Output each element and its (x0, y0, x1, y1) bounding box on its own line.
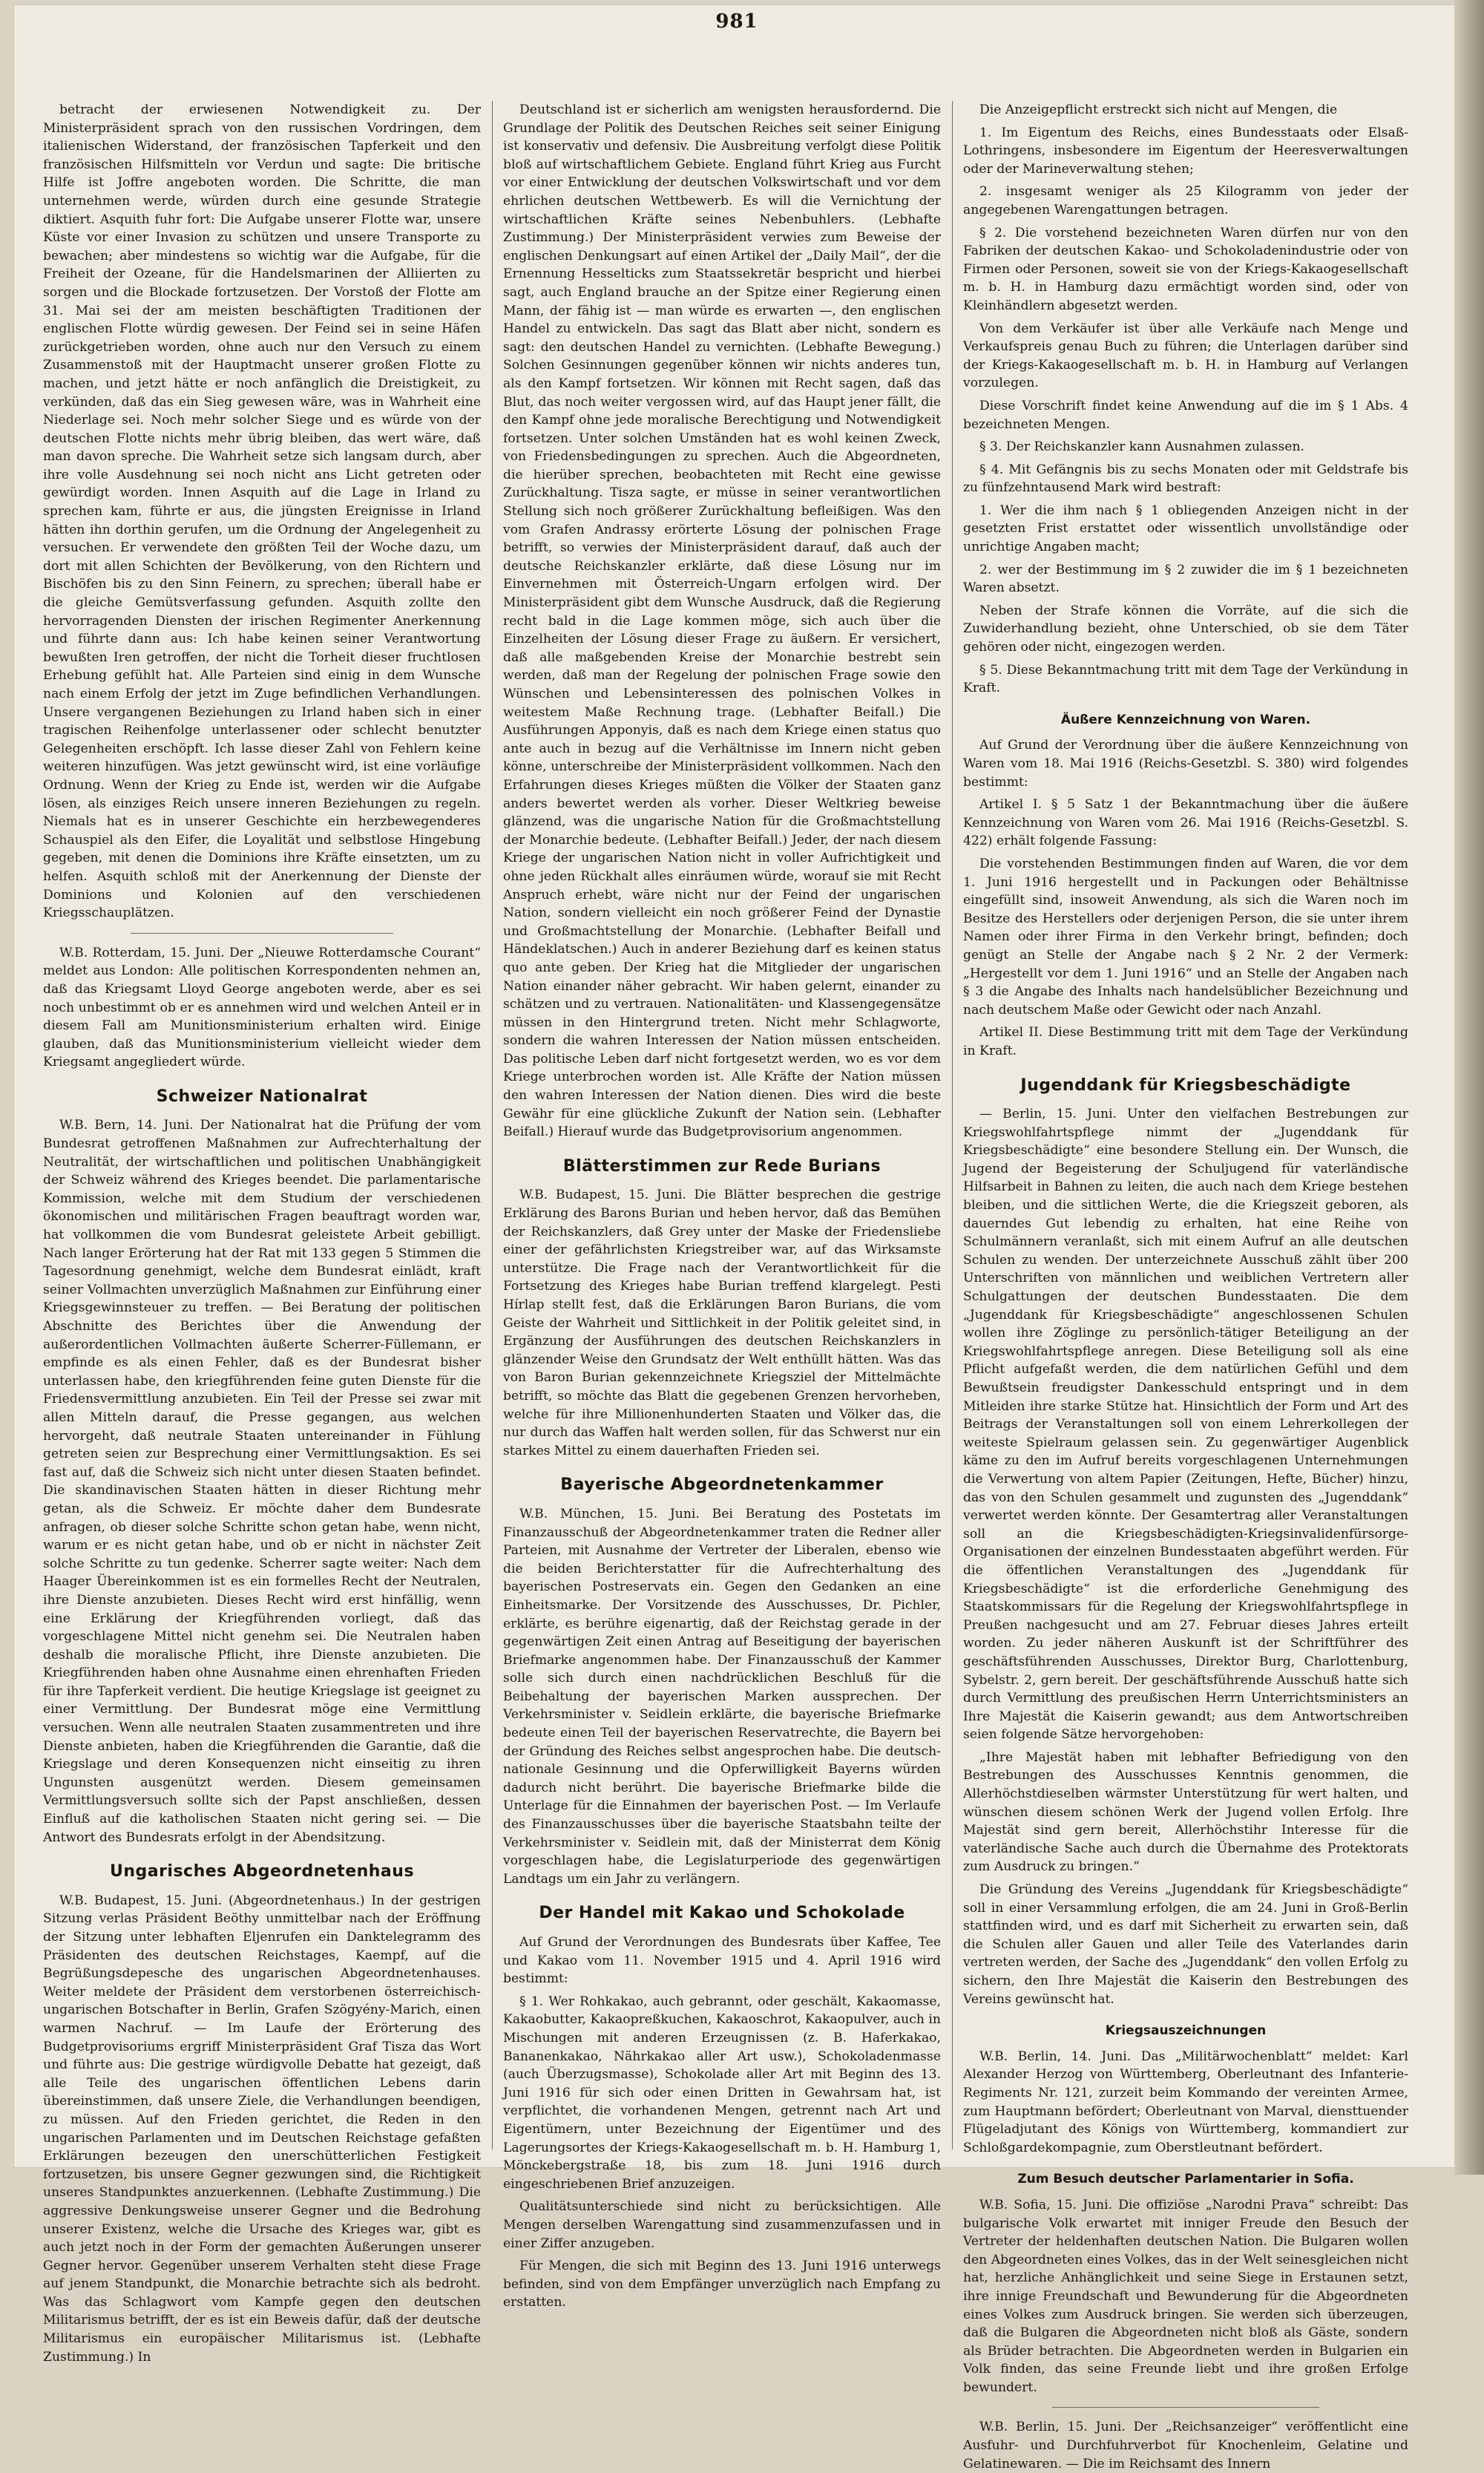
page-edge-shadow (1454, 0, 1484, 2175)
article-paragraph: § 5. Diese Bekanntmachung tritt mit dem Tage der Verkündung in Kraft. (963, 662, 1408, 696)
article-paragraph: Qualitätsunterschiede sind nicht zu berücksichtigen. Alle Mengen derselben Warengattung sind zusammenzufassen und in einer Ziffer anzugeben. (503, 2199, 941, 2251)
heading-besuch-sofia: Zum Besuch deutscher Parlamentarier in Sofia. (1017, 2172, 1354, 2187)
article-paragraph: 1. Im Eigentum des Reichs, eines Bundesstaats oder Elsaß-Lothringens, insbesondere im Eigentum der Heeresverwaltungen oder der Marineverwaltung stehen; (963, 125, 1408, 177)
article-paragraph: 2. insgesamt weniger als 25 Kilogramm von jeder der angegebenen Warengattungen betragen. (963, 184, 1408, 217)
article-paragraph: Neben der Strafe können die Vorräte, auf die sich die Zuwiderhandlung bezieht, ohne Unterschied, ob sie dem Täter gehören oder nicht, eingezogen werden. (963, 603, 1408, 655)
heading-bayerische-abgeordnetenkammer: Bayerische Abgeordnetenkammer (560, 1475, 884, 1495)
article-paragraph: 2. wer der Bestimmung im § 2 zuwider die im § 1 bezeichneten Waren absetzt. (963, 562, 1408, 596)
article-paragraph: betracht der erwiesenen Notwendigkeit zu. Der Ministerpräsident sprach von den russischen Vordringen, dem italienischen Widerstand, der französischen Tapferkeit und den französischen Hilfsmitteln vor Verdun und sagte: Die britische Hilfe ist Joffre angeboten worden. Die Schritte, die man unternehmen werde, würden durch eine gesunde Strategie diktiert. Asquith fuhr fort: Die Aufgabe unserer Flotte war, unsere Küste vor einer Invasion zu schützen und unsere Transporte zu bewachen; aber mindestens so wichtig war die Aufgabe, für die Freiheit der Ozeane, für die Handelsmarinen der Alliierten zu sorgen und die Blockade fortzusetzen. Der Vorstoß der Flotte am 31. Mai sei der am meisten beschäftigten Traditionen der englischen Flotte würdig gewesen. Der Feind sei in seine Häfen zurückgetrieben worden, ohne auch nur den Versuch zu einem Zusammenstoß mit der Hauptmacht unserer großen Flotte zu machen, und jetzt hätte er noch anfänglich die Dreistigkeit, zu verkünden, daß das ein Sieg gewesen wäre, was in Wahrheit eine Niederlage sei. Noch mehr solcher Siege und es würde von der deutschen Flotte nichts mehr übrig bleiben, das wert wäre, daß man davon spreche. Die Wahrheit setze sich langsam durch, aber ihre volle Ausdehnung sei noch nicht ans Licht getreten oder gewürdigt worden. Innen Asquith auf die Lage in Irland zu sprechen kam, führte er aus, die jüngsten Ereignisse in Irland hätten ihn dorthin gerufen, um die Ordnung der Angelegenheit zu versuchen. Er verwendete den größten Teil der Woche dazu, um dort mit allen Schichten der Bevölkerung, von den Richtern und Bischöfen bis zu den Sinn Feinern, zu sprechen; überall habe er die gleiche Gemütsverfassung gefunden. Asquith zollte den hervorragenden Diensten der irischen Regimenter Anerkennung und führte dann aus: Ich habe keinen seiner Verantwortung bewußten Iren getroffen, der nicht die Torheit dieser fruchtlosen Erhebung gefühlt hat. Alle Parteien sind einig in dem Wunsche nach einem Erfolg der jetzt im Zuge befindlichen Verhandlungen. Unsere vergangenen Beziehungen zu Irland haben sich in einer tragischen Reihenfolge unterlassener oder schlecht benutzter Gelegenheiten erschöpft. Ich lasse dieser Zahl von Fehlern keine weiteren hinzufügen. Was jetzt gewünscht wird, ist eine vorläufige Ordnung. Wenn der Krieg zu Ende ist, werden wir die Aufgabe lösen, als einziges Reich unsere inneren Beziehungen zu regeln. Niemals hat es in unserer Geschichte ein herzbewegenderes Schauspiel als den Eifer, die Loyalität und selbstlose Hingebung gegeben, mit denen die Dominions ihre Kräfte einsetzten, um zu helfen. Asquith schloß mit der Anerkennung der Dienste der Dominions und Kolonien auf den verschiedenen Kriegsschauplätzen. (43, 102, 481, 921)
article-paragraph: § 1. Wer Rohkakao, auch gebrannt, oder geschält, Kakaomasse, Kakaobutter, Kakaopreßkuchen, Kakaoschrot, Kakaopulver, auch in Mischungen mit anderen Erzeugnissen (z. B. Haferkakao, Bananenkakao, Nährkakao aller Art usw.), Schokoladenmasse (auch Überzugsmasse), Schokolade aller Art mit Beginn des 13. Juni 1916 für sich oder einen Dritten in Gewahrsam hat, ist verpflichtet, die vorhandenen Mengen, getrennt nach Art und Eigentümern, unter Bezeichnung der Eigentümer und des Lagerungsortes der Kriegs-Kakaogesellschaft m. b. H. Hamburg 1, Mönckebergstraße 18, bis zum 18. Juni 1916 durch eingeschriebenen Brief anzuzeigen. (503, 1994, 941, 2192)
article-paragraph: Die Gründung des Vereins „Jugenddank für Kriegsbeschädigte“ soll in einer Versammlung erfolgen, die am 24. Juni in Groß-Berlin stattfinden wird, und es darf mit Sicherheit zu erwarten sein, daß die Schulen aller Gauen und aller Teile des Vaterlandes darin vertreten werden, der Sache des „Jugenddank“ den vollen Erfolg zu sichern, den Ihre Majestät die Kaiserin den Bestrebungen des Vereins gewünscht hat. (963, 1882, 1408, 2007)
article-paragraph: Auf Grund der Verordnungen des Bundesrats über Kaffee, Tee und Kakao vom 11. November 1915 und 4. April 1916 wird bestimmt: (503, 1935, 941, 1987)
heading-kriegsauszeichnungen: Kriegsauszeichnungen (1105, 2023, 1267, 2039)
column-divider (492, 101, 493, 2149)
heading-ungarisches-abgeordnetenhaus: Ungarisches Abgeordnetenhaus (109, 1862, 415, 1881)
article-paragraph: W.B. Berlin, 14. Juni. Das „Militärwochenblatt“ meldet: Karl Alexander Herzog von Württemberg, Oberleutnant des Infanterie-Regiments Nr. 121, zurzeit beim Kommando der vereinten Armee, zum Hauptmann befördert; Oberleutnant von Marval, diensttuender Flügeladjutant des Königs von Württemberg, kommandiert zur Schloßgardekompagnie, zum Oberstleutnant befördert. (963, 2048, 1408, 2155)
article-paragraph: — Berlin, 15. Juni. Unter den vielfachen Bestrebungen zur Kriegswohlfahrtspflege nimmt der „Jugenddank für Kriegsbeschädigte“ eine besondere Stellung ein. Der Wunsch, die Jugend der Begeisterung der Schuljugend für vaterländische Hilfsarbeit in Bahnen zu leiten, die auch nach dem Kriege bestehen bleiben, und die sittlichen Werte, die die Kriegszeit geboren, als dauerndes Gut lebendig zu erhalten, hat eine Reihe von Schulmännern veranlaßt, sich mit einem Aufruf an alle deutschen Schulen zu wenden. Der unterzeichnete Ausschuß zählt über 200 Unterschriften von männlichen und weiblichen Vertretern aller Schulgattungen der deutschen Bundesstaaten. Die dem „Jugenddank für Kriegsbeschädigte“ angeschlossenen Schulen wollen ihre Zöglinge zu persönlich-tätiger Beteiligung an der Kriegswohlfahrtspflege anregen. Diese Beteiligung soll als eine Pflicht aufgefaßt werden, die dem natürlichen Gefühl und dem Bewußtsein freudigster Dankesschuld entspringt und in dem Mitleiden ihre starke Stütze hat. Hinsichtlich der Form und Art des Beitrags der Veranstaltungen soll von einem Lehrerkollegen der weiteste Spielraum gelassen sein. Zu gegenwärtiger Augenblick käme zu den im Aufruf bereits vorgeschlagenen Unternehmungen die Verwertung von altem Papier (Zeitungen, Hefte, Bücher) hinzu, das von den Schulen gesammelt und zugunsten des „Jugenddank“ verwertet werden könnte. Der Gesamtertrag aller Veranstaltungen soll an die Kriegsbeschädigten-Kriegsinvalidenfürsorge-Organisationen der einzelnen Bundesstaaten abgeführt werden. Für die öffentlichen Veranstaltungen des „Jugenddank für Kriegsbeschädigte“ ist die erforderliche Genehmigung des Staatskommissars für die Regelung der Kriegswohlfahrtspflege in Preußen nachgesucht und am 27. Februar dieses Jahres erteilt worden. Zu jeder näheren Auskunft ist der Schriftführer des geschäftsführenden Ausschusses, Direktor Burg, Charlottenburg, Sybelstr. 2, gern bereit. Der geschäftsführende Ausschuß hatte sich durch Vermittlung des preußischen Herrn Unterrichtsministers an Ihre Majestät die Kaiserin gewandt; aus dem Antwortschreiben seien folgende Sätze hervorgehoben: (963, 1107, 1408, 1743)
heading-jugenddank: Jugenddank für Kriegsbeschädigte (1020, 1075, 1351, 1095)
column-3 (963, 101, 1408, 2472)
article-paragraph: W.B. Berlin, 15. Juni. Der „Reichsanzeiger“ veröffentlicht eine Ausfuhr- und Durchfuhrverbot für Knochenleim, Gelatine und Gelatinewaren. — Die im Reichsamt des Innern (963, 2420, 1408, 2472)
article-paragraph: Artikel II. Diese Bestimmung tritt mit dem Tage der Verkündung in Kraft. (963, 1025, 1408, 1058)
article-paragraph: W.B. Bern, 14. Juni. Der Nationalrat hat die Prüfung der vom Bundesrat getroffenen Maßnahmen zur Aufrechterhaltung der Neutralität, der wirtschaftlichen und politischen Unabhängigkeit der Schweiz während des Krieges beendet. Die parlamentarische Kommission, welche mit dem Studium der verschiedenen ökonomischen und militärischen Fragen beauftragt worden war, hat vollkommen die vom Bundesrat geleistete Arbeit gebilligt. Nach langer Erörterung hat der Rat mit 133 gegen 5 Stimmen die Tagesordnung genehmigt, welche dem Bundesrat einlädt, kraft seiner Vollmachten unverzüglich Maßnahmen zur Einführung einer Kriegsgewinnsteuer zu treffen. — Bei Beratung der politischen Abschnitte des Berichtes über die Anwendung der außerordentlichen Vollmachten äußerte Scherrer-Füllemann, er empfinde es als einen Fehler, daß es der Bundesrat bisher unterlassen habe, den kriegführenden feine guten Dienste für die Friedensvermittlung anzubieten. Ein Teil der Presse sei zwar mit allen Mitteln darauf, die Presse gegangen, aus welchen hervorgeht, daß neutrale Staaten untereinander in Fühlung getreten seien zur Besprechung einer Vermittlungsaktion. Es sei fast auf, daß die Schweiz sich nicht unter diesen Staaten befindet. Die skandinavischen Staaten hätten in dieser Richtung mehr getan, als die Schweiz. Er möchte daher dem Bundesrate anfragen, ob dieser solche Schritte schon getan habe, wenn nicht, warum er es nicht getan habe, und ob er nicht in nächster Zeit solche Schritte zu tun gedenke. Scherrer sagte weiter: Nach dem Haager Übereinkommen ist es ein formelles Recht der Neutralen, ihre Dienste anzubieten. Dieses Recht wird erst hinfällig, wenn eine Erklärung der Kriegführenden vorliegt, daß das vorgeschlagene Mittel nicht genehm sei. Die Neutralen haben deshalb die moralische Pflicht, ihre Dienste anzubieten. Die Kriegführenden haben ohne Ausnahme einen ehrenhaften Frieden für ihre Tapferkeit verdient. Die heutige Kriegslage ist geeignet zu einer Vermittlung. Der Bundesrat möge eine Vermittlung versuchen. Wenn alle neutralen Staaten zusammentreten und ihre Dienste anbieten, haben die Kriegführenden die Garantie, daß die Kriegslage und deren Konsequenzen nicht einseitig zu ihren Ungunsten ausgenützt werden. Diesem gemeinsamen Vermittlungsversuch sollte sich der Papst anschließen, dessen Einfluß auf die katholischen Staaten nicht gering sei. — Die Antwort des Bundesrats erfolgt in der Abendsitzung. (43, 1118, 481, 1845)
article-paragraph: § 2. Die vorstehend bezeichneten Waren dürfen nur von den Fabriken der deutschen Kakao- und Schokoladenindustrie oder von Firmen oder Personen, soweit sie von der Kriegs-Kakaogesellschaft m. b. H. in Hamburg dazu ermächtigt worden sind, oder von Kleinhändlern abgesetzt werden. (963, 225, 1408, 313)
article-paragraph: Deutschland ist er sicherlich am wenigsten herausfordernd. Die Grundlage der Politik des Deutschen Reiches seit seiner Einigung ist konservativ und defensiv. Die Ausbreitung verfolgt diese Politik bloß auf wirtschaftlichem Gebiete. England führt Krieg aus Furcht vor einer Entwicklung der deutschen Volkswirtschaft und vor dem ehrlichen deutschen Wettbewerb. Es will die Vernichtung der wirtschaftlichen Kräfte seines Nebenbuhlers. (Lebhafte Zustimmung.) Der Ministerpräsident verwies zum Beweise der englischen Denkungsart auf einen Artikel der „Daily Mail“, der die Ernennung Hesselticks zum Staatssekretär bespricht und hierbei sagt, auch England brauche an der Spitze einer Regierung einen Mann, der fähig ist — man würde es erwarten —, den englischen Handel zu entwickeln. Das sagt das Blatt aber nicht, sondern es sagt: den deutschen Handel zu vernichten. (Lebhafte Bewegung.) Solchen Gesinnungen gegenüber können wir nichts anderes tun, als den Kampf fortsetzen. Wir können mit Recht sagen, daß das Blut, das noch weiter vergossen wird, auf das Haupt jener fällt, die den Kampf ohne jede moralische Berechtigung und Notwendigkeit fortsetzen. Unter solchen Umständen hat es wohl keinen Zweck, von Friedensbedingungen zu sprechen. Auch die Abgeordneten, die hierüber sprechen, beobachteten mit Recht eine gewisse Zurückhaltung. Tisza sagte, er müsse in seiner verantwortlichen Stellung sich noch größerer Zurückhaltung befleißigen. Was den vom Grafen Andrassy erörterte Lösung der polnischen Frage betrifft, so verwies der Ministerpräsident darauf, daß auch der deutsche Reichskanzler erklärte, daß diese Lösung nur im Einvernehmen mit Österreich-Ungarn erfolgen wird. Der Ministerpräsident gibt dem Wunsche Ausdruck, daß die Regierung recht bald in die Lage kommen möge, sich auch über die Einzelheiten der Lösung dieser Frage zu äußern. Er versichert, daß alle maßgebenden Kreise der Monarchie bestrebt sein werden, daß man der Regelung der polnischen Frage sowie den Wünschen und Lebensinteressen des polnischen Volkes in weitestem Maße Rechnung trage. (Lebhafter Beifall.) Die Ausführungen Apponyis, daß es nach dem Kriege einen status quo ante auch in bezug auf die Verhältnisse im Innern nicht geben könne, unterschreibe der Ministerpräsident vollkommen. Nach den Erfahrungen dieses Krieges müßten die Völker der Staaten ganz anders bewertet werden als vorher. Dieser Weltkrieg beweise glänzend, was die ungarische Nation für die Großmachtstellung der Monarchie bedeute. (Lebhafter Beifall.) Jeder, der nach diesem Kriege der ungarischen Nation nicht in voller Aufrichtigkeit und ohne jeden Rückhalt alles einräumen würde, worauf sie mit Recht Anspruch erhebt, wäre nicht nur der Feind der ungarischen Nation, sondern vielleicht ein noch größerer Feind der Dynastie und Großmachtstellung der Monarchie. (Lebhafter Beifall und Händeklatschen.) Auch in anderer Beziehung darf es keinen status quo ante geben. Der Krieg hat die Mitglieder der ungarischen Nation einander näher gebracht. Wir haben gelernt, einander zu schätzen und zu vertrauen. Nationalitäten- und Klassengegensätze müssen in den Hintergrund treten. Nicht mehr Schlagworte, sondern die wahren Interessen der Nation müssen entscheiden. Das politische Leben darf nicht fortgesetzt werden, wo es vor dem Kriege unterbrochen worden ist. Alle Kräfte der Nation müssen den wahren Interessen der Nation dienen. Dies wird die beste Gewähr für eine glückliche Zukunft der Nation sein. (Lebhafter Beifall.) Hierauf wurde das Budgetprovisorium angenommen. (503, 102, 941, 1140)
article-paragraph: W.B. Sofia, 15. Juni. Die offiziöse „Narodni Prava“ schreibt: Das bulgarische Volk erwartet mit inniger Freude den Besuch der Vertreter der heldenhaften deutschen Nation. Die Bulgaren wollen den Abgeordneten eines Volkes, das in der Welt seinesgleichen nicht hat, herzliche Anhänglichkeit und seine Siege in Erstaunen setzt, ihre innige Freundschaft und Bewunderung für die Abgeordneten eines Volkes zum Ausdruck bringen. Sie werden sich überzeugen, daß die Bulgaren die Abgeordneten nicht bloß als Gäste, sondern als Brüder betrachten. Die Abgeordneten werden in Bulgarien ein Volk finden, das seine Freunde liebt und ihre großen Erfolge bewundert. (963, 2197, 1408, 2395)
article-paragraph: Die vorstehenden Bestimmungen finden auf Waren, die vor dem 1. Juni 1916 hergestellt und in Packungen oder Behältnisse eingefüllt sind, insoweit Anwendung, als sich die Waren noch im Besitze des Herstellers oder derjenigen Person, die sie unter ihrem Namen oder ihrer Firma in den Verkehr bringt, befinden; doch genügt an Stelle der Angabe nach § 2 Nr. 2 der Vermerk: „Hergestellt vor dem 1. Juni 1916“ und an Stelle der Angaben nach § 3 die Angabe des Inhalts nach handelsüblicher Bezeichnung und nach deutschem Maße oder Gewicht oder nach Anzahl. (963, 856, 1408, 1018)
heading-blaetterstimmen: Blätterstimmen zur Rede Burians (562, 1156, 881, 1176)
article-paragraph: Auf Grund der Verordnung über die äußere Kennzeichnung von Waren vom 18. Mai 1916 (Reichs-Gesetzbl. S. 380) wird folgendes bestimmt: (963, 738, 1408, 790)
article-paragraph: W.B. Budapest, 15. Juni. (Abgeordnetenhaus.) In der gestrigen Sitzung verlas Präsident Beöthy unmittelbar nach der Eröffnung der Sitzung unter lebhaften Eljenrufen ein Danktelegramm des Präsidenten des deutschen Reichstages, Kaempf, auf die Begrüßungsdepesche des ungarischen Abgeordnetenhauses. Weiter meldete der Präsident dem verstorbenen österreichisch-ungarischen Botschafter in Berlin, Grafen Szögyény-Marich, einen warmen Nachruf. — Im Laufe der Erörterung des Budgetprovisoriums ergriff Ministerpräsident Graf Tisza das Wort und führte aus: Die gestrige würdigvolle Debatte hat gezeigt, daß alle Teile des ungarischen öffentlichen Lebens darin übereinstimmen, daß unsere Ziele, die Verhandlungen beendigen, zu müssen. Auf den Frieden gerichtet, die Reden in den ungarischen Parlamenten und im Deutschen Reichstage gefaßten Erklärungen bezeugen den unerschütterlichen Festigkeit fortzusetzen, bis unsere Gegner gezwungen sind, die Richtigkeit unseres Standpunktes anzuerkennen. (Lebhafte Zustimmung.) Die aggressive Denkungsweise unserer Gegner und die Bedrohung unserer Existenz, welche die Ursache des Krieges war, gibt es auch jetzt noch in der Form der gemachten Äußerungen unserer Gegner hervor. Gegenüber unserem Verhalten steht diese Frage auf jenem Standpunkt, die Monarchie betrachte sich als bedroht. Was das Schlagwort vom Kampfe gegen den deutschen Militarismus betrifft, der es ist ein Beweis dafür, daß der deutsche Militarismus ein europäischer Militarismus ist. (Lebhafte Zustimmung.) In (43, 1893, 481, 2365)
heading-handel-kakao: Der Handel mit Kakao und Schokolade (539, 1904, 905, 1923)
page-number: 981 (715, 10, 758, 33)
article-paragraph: W.B. München, 15. Juni. Bei Beratung des Postetats im Finanzausschuß der Abgeordnetenkammer traten die Redner aller Parteien, mit Ausnahme der Vertreter der Liberalen, ebenso wie die beiden Berichterstatter für die Aufrechterhaltung des bayerischen Postreservats ein. Gegen den Gedanken an eine Einheitsmarke. Der Vorsitzende des Ausschusses, Dr. Pichler, erklärte, es berühre eigenartig, daß der Reichstag gerade in der gegenwärtigen Zeit einen Antrag auf Beseitigung der bayerischen Briefmarke angenommen habe. Der Finanzausschuß der Kammer solle sich durch einen nachdrücklichen Beschluß für die Beibehaltung der bayerischen Marken aussprechen. Der Verkehrsminister v. Seidlein erklärte, die bayerische Briefmarke bedeute einen Teil der bayerischen Reservatrechte, die Bayern bei der Gründung des Reiches selbst angesprochen habe. Die deutsch-nationale Gesinnung und die Opferwilligkeit Bayerns würden dadurch nicht berührt. Die bayerische Briefmarke bilde die Unterlage für die Einnahmen der bayerischen Post. — Im Verlaufe des Finanzausschusses über die bayerische Staatsbahn teilte der Verkehrsminister v. Seidlein mit, daß der Ministerrat dem König vorgeschlagen habe, die Legislaturperiode des gegenwärtigen Landtags um ein Jahr zu verlängern. (503, 1506, 941, 1887)
article-paragraph: Für Mengen, die sich mit Beginn des 13. Juni 1916 unterwegs befinden, sind von dem Empfänger unverzüglich nach Empfang zu erstatten. (503, 2259, 941, 2310)
article-paragraph: Von dem Verkäufer ist über alle Verkäufe nach Menge und Verkaufspreis genau Buch zu führen; die Unterlagen darüber sind der Kriegs-Kakaogesellschaft m. b. H. in Hamburg auf Verlangen vorzulegen. (963, 321, 1408, 391)
heading-aeussere-kennzeichnung: Äußere Kennzeichnung von Waren. (1060, 712, 1311, 727)
article-paragraph: Artikel I. § 5 Satz 1 der Bekanntmachung über die äußere Kennzeichnung von Waren vom 26. Mai 1916 (Reichs-Gesetzbl. S. 422) erhält folgende Fassung: (963, 797, 1408, 849)
column-2 (503, 101, 941, 2310)
column-divider (952, 101, 953, 2149)
article-paragraph: W.B. Rotterdam, 15. Juni. Der „Nieuwe Rotterdamsche Courant“ meldet aus London: Alle politischen Korrespondenten nehmen an, daß das Kriegsamt Lloyd George angeboten werde, aber es sei noch unbestimmt ob er es annehmen wird und welchen Anteil er in diesem Fall am Munitionsministerium erhalten wird. Einige glauben, daß das Munitionsministerium vielleicht wieder dem Kriegsamt angegliedert würde. (43, 945, 481, 1070)
newspaper-page (13, 4, 1460, 2472)
heading-schweizer-nationalrat: Schweizer Nationalrat (156, 1087, 368, 1106)
separator (1052, 2407, 1319, 2408)
article-paragraph: 1. Wer die ihm nach § 1 obliegenden Anzeigen nicht in der gesetzten Frist erstattet oder wissentlich unvollständige oder unrichtige Angaben macht; (963, 502, 1408, 555)
article-paragraph: W.B. Budapest, 15. Juni. Die Blätter besprechen die gestrige Erklärung des Barons Burian und heben hervor, daß das Bemühen der Reichskanzlers, daß Grey unter der Maske der Friedensliebe einer der gefährlichsten Kriegstreiber war, auf das Wirksamste unterstütze. Die Frage nach der Verantwortlichkeit für die Fortsetzung des Krieges habe Burian treffend klargelegt. Pesti Hírlap stellt fest, daß die Erklärungen Baron Burians, die vom Geiste der Wahrheit und Sittlichkeit in der Politik geleitet sind, in Ergänzung der Ausführungen des deutschen Reichskanzlers in glänzender Weise den Grundsatz der Welt enthüllt hätten. Was das von Baron Burian gekennzeichnete Kriegsziel der Mittelmächte betrifft, so möchte das Blatt die gegebenen Grenzen hervorheben, welche für ihre Millionenhunderten Staaten und Völker das, die nur durch das Waffen halt werden sollen, für das Schwerst nur ein starkes Mittel zu einem dauerhaften Frieden sei. (503, 1188, 941, 1458)
column-1 (43, 101, 481, 2365)
separator (131, 933, 393, 934)
article-paragraph: „Ihre Majestät haben mit lebhafter Befriedigung von den Bestrebungen des Ausschusses Kenntnis genommen, die Allerhöchstdieselben wärmster Unterstützung für wert halten, und wünschen diesem schönen Werk der Jugend vollen Erfolg. Ihre Majestät sind gern bereit, Allerhöchstihr Interesse für die vaterländische Sache auch durch die Übernahme des Protektorats zum Ausdruck zu bringen.“ (963, 1749, 1408, 1875)
article-paragraph: § 4. Mit Gefängnis bis zu sechs Monaten oder mit Geldstrafe bis zu fünfzehntausend Mark wird bestraft: (963, 462, 1408, 496)
article-paragraph: Diese Vorschrift findet keine Anwendung auf die im § 1 Abs. 4 bezeichneten Mengen. (963, 398, 1408, 432)
article-paragraph: § 3. Der Reichskanzler kann Ausnahmen zulassen. (979, 439, 1304, 455)
article-paragraph: Die Anzeigepflicht erstreckt sich nicht auf Mengen, die (979, 102, 1338, 117)
